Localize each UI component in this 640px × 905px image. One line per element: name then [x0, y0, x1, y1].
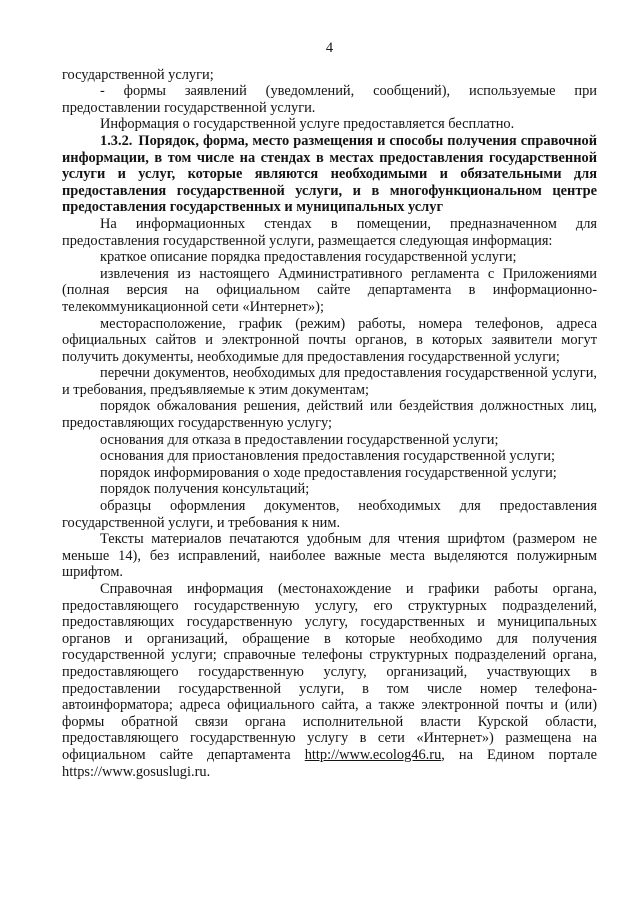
body-paragraph-12: Тексты материалов печатаются удобным для чтения шрифтом (размером не меньше 14), без исправлений, наиболее важные места выделяются полужирным шрифтом. [62, 531, 597, 581]
page-number: 4 [325, 40, 334, 56]
body-paragraph-11: образцы оформления документов, необходимых для предоставления государственной услуги, и требования к ним. [62, 498, 597, 531]
body-paragraph-6: порядок обжалования решения, действий или бездействия должностных лиц, предоставляющих государственную услугу; [62, 398, 597, 432]
body-paragraph-8: основания для приостановления предоставления государственной услуги; [100, 448, 555, 465]
section-heading [62, 133, 597, 216]
reference-info-text: Справочная информация (местонахождение и графики работы органа, предоставляющего государственную услугу, его структурных подразделений, предоставляющих государственную услугу, государственных и муниципальных органов и организаций, обращение в которые необходимо для получения государственной услуги; справочные телефоны структурных подразделений органа, предоставляющего государственную услугу, организаций, участвующих в предоставлении государственной услуги, в том числе номер телефона-автоинформатора; адреса официального сайта, а также электронной почты и (или) формы обратной связи органа исполнительной власти Курской области, предоставляющего государственную услугу в сети «Интернет») размещена на официальном сайте департамента [62, 581, 597, 763]
section-title: Порядок, форма, место размещения и способы получения справочной информации, в том числе на стендах в местах предоставления государственной услуги и услуг, которые являются необходимыми и обязательными для предоставления государственной услуги, и в многофункциональном центре предоставления государственных и муниципальных услуг [62, 132, 597, 216]
body-paragraph-7: основания для отказа в предоставлении государственной услуги; [100, 431, 499, 448]
body-paragraph-10: порядок получения консультаций; [100, 481, 310, 498]
section-number: 1.3.2. [100, 132, 133, 149]
paragraph-3: Информация о государственной услуге предоставляется бесплатно. [100, 116, 515, 133]
paragraph-1: государственной услуги; [62, 66, 214, 83]
body-paragraph-3: извлечения из настоящего Административного регламента с Приложениями (полная версия на официальном сайте департамента в информационно-телекоммуникационной сети «Интернет»); [62, 265, 597, 315]
body-paragraph-4: месторасположение, график (режим) работы, номера телефонов, адреса официальных сайтов и электронной почты органов, в которых заявители могут получить документы, необходимые для предоставления государственной услуги; [62, 315, 597, 365]
department-website-link[interactable]: http://www.ecolog46.ru [304, 746, 442, 763]
body-paragraph-1: На информационных стендах в помещении, предназначенном для предоставления государственной услуги, размещается следующая информация: [62, 215, 597, 249]
reference-info-paragraph [62, 581, 597, 780]
reference-info-text-end: , на Едином портале https://www.gosuslugi.ru. [62, 746, 597, 780]
paragraph-2: - формы заявлений (уведомлений, сообщений), используемые при предоставлении государственной услуги. [62, 83, 597, 116]
body-paragraph-2: краткое описание порядка предоставления государственной услуги; [100, 249, 517, 266]
body-paragraph-9: порядок информирования о ходе предоставления государственной услуги; [100, 464, 557, 481]
body-paragraph-5: перечни документов, необходимых для предоставления государственной услуги, и требования, предъявляемые к этим документам; [62, 365, 597, 398]
